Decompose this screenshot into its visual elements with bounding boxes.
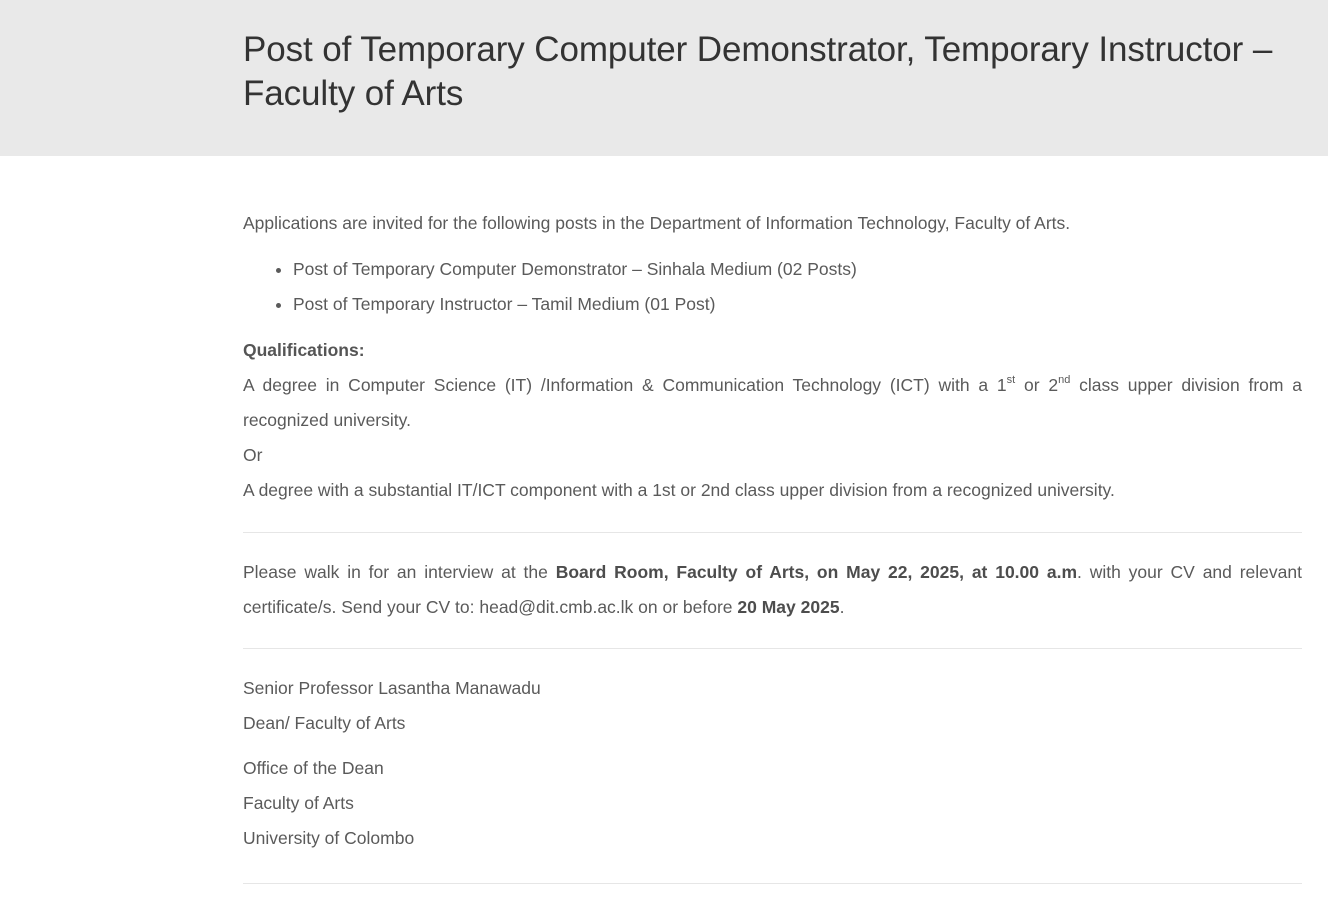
signatory-title: Dean/ Faculty of Arts bbox=[243, 713, 406, 733]
qualification-or: Or bbox=[243, 445, 263, 465]
qualification-line-1: A degree in Computer Science (IT) /Information & Communication Technology (ICT) with a 1st or 2nd class upper division from a recognized university. bbox=[243, 374, 1302, 430]
posts-list bbox=[243, 252, 1302, 322]
page-header bbox=[0, 0, 1328, 156]
signature-block bbox=[243, 671, 1302, 741]
article-content bbox=[243, 156, 1302, 884]
divider bbox=[243, 883, 1302, 884]
signatory-name: Senior Professor Lasantha Manawadu bbox=[243, 678, 541, 698]
list-item: • Post of Temporary Computer Demonstrator – Sinhala Medium (02 Posts) bbox=[293, 252, 1302, 287]
address-line: Office of the Dean bbox=[243, 758, 384, 778]
address-line: Faculty of Arts bbox=[243, 793, 354, 813]
address-line: University of Colombo bbox=[243, 828, 415, 848]
qualifications-heading: Qualifications: bbox=[243, 340, 365, 360]
intro-text: Applications are invited for the following posts in the Department of Information Technology, Faculty of Arts. bbox=[243, 213, 1071, 233]
deadline-date: 20 May 2025 bbox=[737, 597, 840, 617]
page-title: Post of Temporary Computer Demonstrator, Temporary Instructor – Faculty of Arts bbox=[243, 30, 1273, 113]
qualification-line-2: A degree with a substantial IT/ICT component with a 1st or 2nd class upper division from a recognized university. bbox=[243, 480, 1115, 500]
office-address bbox=[243, 751, 1302, 856]
interview-venue: Board Room, Faculty of Arts, on May 22, 2025, at 10.00 a.m bbox=[555, 562, 1077, 582]
divider bbox=[243, 532, 1302, 533]
divider bbox=[243, 648, 1302, 649]
list-item: • Post of Temporary Instructor – Tamil Medium (01 Post) bbox=[293, 287, 1302, 322]
interview-text: Please walk in for an interview at the Board Room, Faculty of Arts, on May 22, 2025, at 10.00 a.m. with your CV and relevant certificate/s. Send your CV to: head@dit.cmb.ac.lk on or before 20 May 2025. bbox=[243, 562, 1302, 617]
